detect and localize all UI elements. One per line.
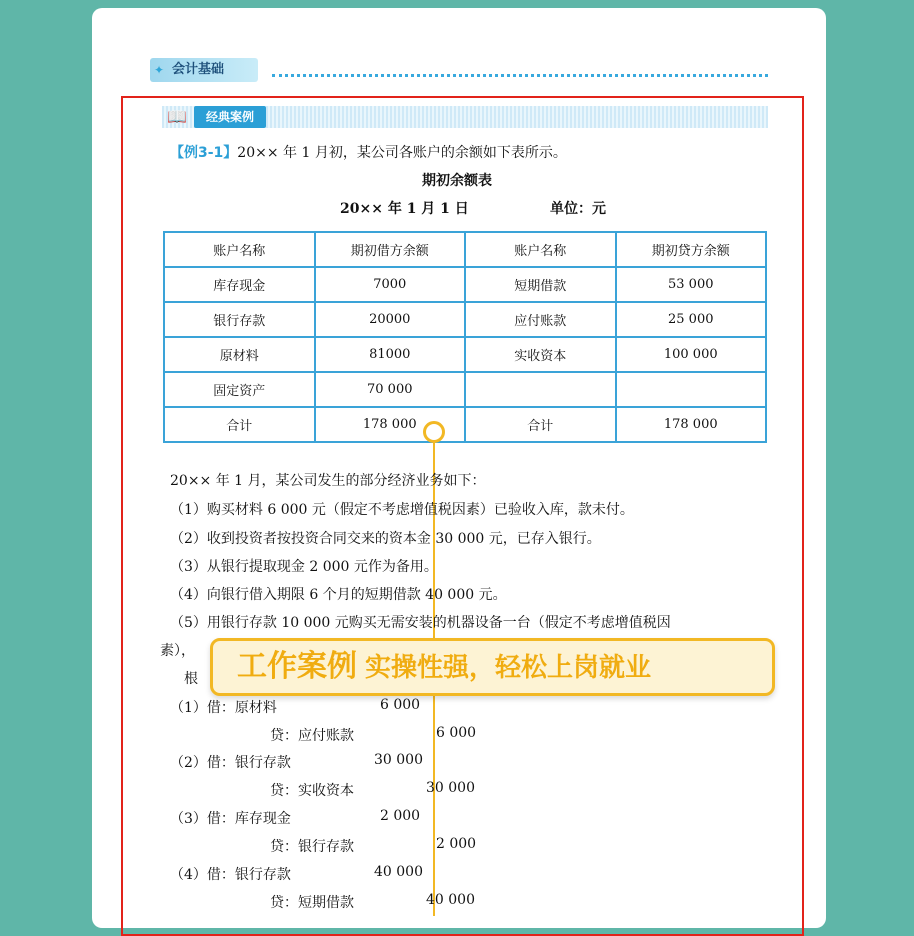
table-cell: 库存现金 xyxy=(164,267,315,302)
journal-debit-amount: 6 000 xyxy=(380,697,421,713)
body-item-wrap: 素）， xyxy=(160,643,195,659)
journal-credit-amount: 2 000 xyxy=(436,836,477,852)
table-header-cell: 期初贷方余额 xyxy=(616,232,767,267)
body-item: （5）用银行存款 10 000 元购买无需安装的机器设备一台（假定不考虑增值税因 xyxy=(170,615,671,631)
table-cell: 银行存款 xyxy=(164,302,315,337)
table-header-cell: 期初借方余额 xyxy=(315,232,466,267)
table-cell: 应付账款 xyxy=(465,302,616,337)
table-row xyxy=(164,372,766,407)
table-header-cell: 账户名称 xyxy=(164,232,315,267)
table-cell xyxy=(616,372,767,407)
table-title: 期初余额表 xyxy=(422,173,492,189)
table-header-row xyxy=(164,232,766,267)
body-item: （4）向银行借入期限 6 个月的短期借款 40 000 元。 xyxy=(170,587,507,603)
journal-credit-amount: 6 000 xyxy=(436,725,477,741)
chapter-tag-label: 会计基础 xyxy=(172,62,225,77)
table-cell: 53 000 xyxy=(616,267,767,302)
table-row xyxy=(164,337,766,372)
table-cell: 固定资产 xyxy=(164,372,315,407)
table-row xyxy=(164,267,766,302)
table-total-row xyxy=(164,407,766,442)
header-dotted-rule xyxy=(272,74,768,77)
table-cell: 合计 xyxy=(164,407,315,442)
example-text: 20×× 年 1 月初，某公司各账户的余额如下表所示。 xyxy=(237,145,567,161)
journal-debit-label: （1）借：原材料 xyxy=(170,700,277,716)
table-header-cell: 账户名称 xyxy=(465,232,616,267)
promo-banner-main: 工作案例 xyxy=(237,649,357,684)
table-row xyxy=(164,302,766,337)
journal-debit-label: （3）借：库存现金 xyxy=(170,811,291,827)
journal-credit-label: 贷：银行存款 xyxy=(270,839,354,855)
body-intro: 20×× 年 1 月，某公司发生的部分经济业务如下： xyxy=(170,473,486,489)
table-cell: 合计 xyxy=(465,407,616,442)
journal-debit-label: （4）借：银行存款 xyxy=(170,867,291,883)
table-date: 20×× 年 1 月 1 日 xyxy=(340,201,469,217)
callout-connector-dot xyxy=(423,421,445,443)
journal-credit-amount: 30 000 xyxy=(426,780,475,796)
table-cell: 100 000 xyxy=(616,337,767,372)
section-label: 经典案例 xyxy=(194,106,266,128)
journal-credit-amount: 40 000 xyxy=(426,892,475,908)
book-icon: 📖 xyxy=(167,107,187,126)
journal-debit-label: （2）借：银行存款 xyxy=(170,755,291,771)
journal-debit-amount: 30 000 xyxy=(374,752,423,768)
body-item: （1）购买材料 6 000 元（假定不考虑增值税因素）已验收入库，款未付。 xyxy=(170,502,634,518)
journal-credit-label: 贷：实收资本 xyxy=(270,783,354,799)
table-cell: 178 000 xyxy=(315,407,466,442)
journal-debit-amount: 40 000 xyxy=(374,864,423,880)
table-unit: 单位：元 xyxy=(550,201,606,217)
journal-credit-label: 贷：应付账款 xyxy=(270,728,354,744)
table-cell: 原材料 xyxy=(164,337,315,372)
promo-banner xyxy=(210,638,775,696)
table-cell: 20000 xyxy=(315,302,466,337)
table-cell: 81000 xyxy=(315,337,466,372)
table-cell: 7000 xyxy=(315,267,466,302)
table-cell xyxy=(465,372,616,407)
table-cell: 实收资本 xyxy=(465,337,616,372)
body-item: （2）收到投资者按投资合同交来的资本金 30 000 元，已存入银行。 xyxy=(170,531,601,547)
example-tag: 【例3-1】 xyxy=(170,145,238,161)
balance-table xyxy=(163,231,767,443)
body-partial: 根 xyxy=(184,671,198,687)
promo-banner-sub: 实操性强，轻松上岗就业 xyxy=(365,653,652,683)
sparkle-icon: ✦ xyxy=(154,63,165,77)
journal-credit-label: 贷：短期借款 xyxy=(270,895,354,911)
table-cell: 70 000 xyxy=(315,372,466,407)
chapter-tag xyxy=(150,58,258,82)
journal-debit-amount: 2 000 xyxy=(380,808,421,824)
example-heading xyxy=(170,142,567,162)
table-cell: 25 000 xyxy=(616,302,767,337)
table-cell: 短期借款 xyxy=(465,267,616,302)
table-cell: 178 000 xyxy=(616,407,767,442)
body-item: （3）从银行提取现金 2 000 元作为备用。 xyxy=(170,559,438,575)
